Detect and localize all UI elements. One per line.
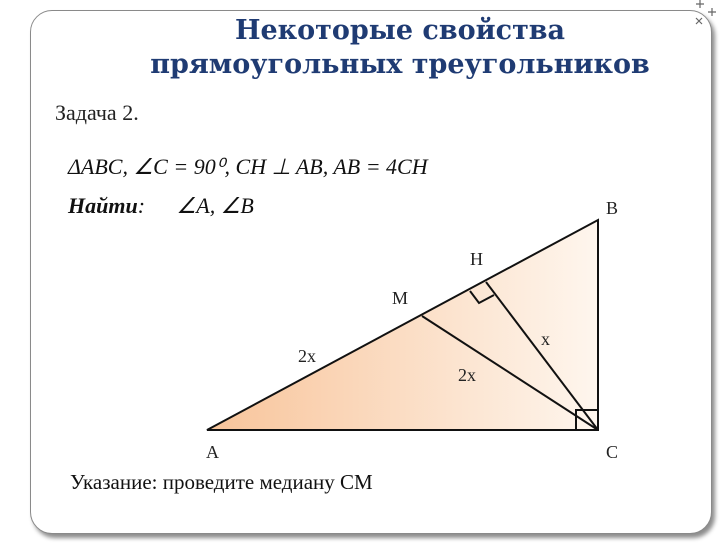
task-label: Задача 2. [55, 100, 139, 125]
segment-label-am: 2x [298, 346, 316, 366]
segment-label-ch: x [541, 329, 550, 349]
title-line-2: прямоугольных треугольников [150, 49, 650, 80]
segment-label-mc: 2x [458, 365, 476, 385]
find-word: Найти [68, 193, 138, 218]
given-conditions: ΔABC, ∠C = 90⁰, CH ⊥ AB, AB = 4CH [68, 154, 428, 179]
find-targets: ∠A, ∠B [176, 193, 254, 218]
title-line-1: Некоторые свойства [234, 15, 566, 46]
hint-text: Указание: проведите медиану СМ [70, 470, 373, 494]
point-label-h: H [470, 249, 483, 269]
point-label-b: B [606, 198, 619, 218]
triangle-abc [207, 220, 598, 430]
point-label-m: M [392, 288, 409, 308]
point-label-c: C [606, 442, 619, 462]
find-colon: : [137, 193, 146, 218]
point-label-a: A [206, 442, 219, 462]
